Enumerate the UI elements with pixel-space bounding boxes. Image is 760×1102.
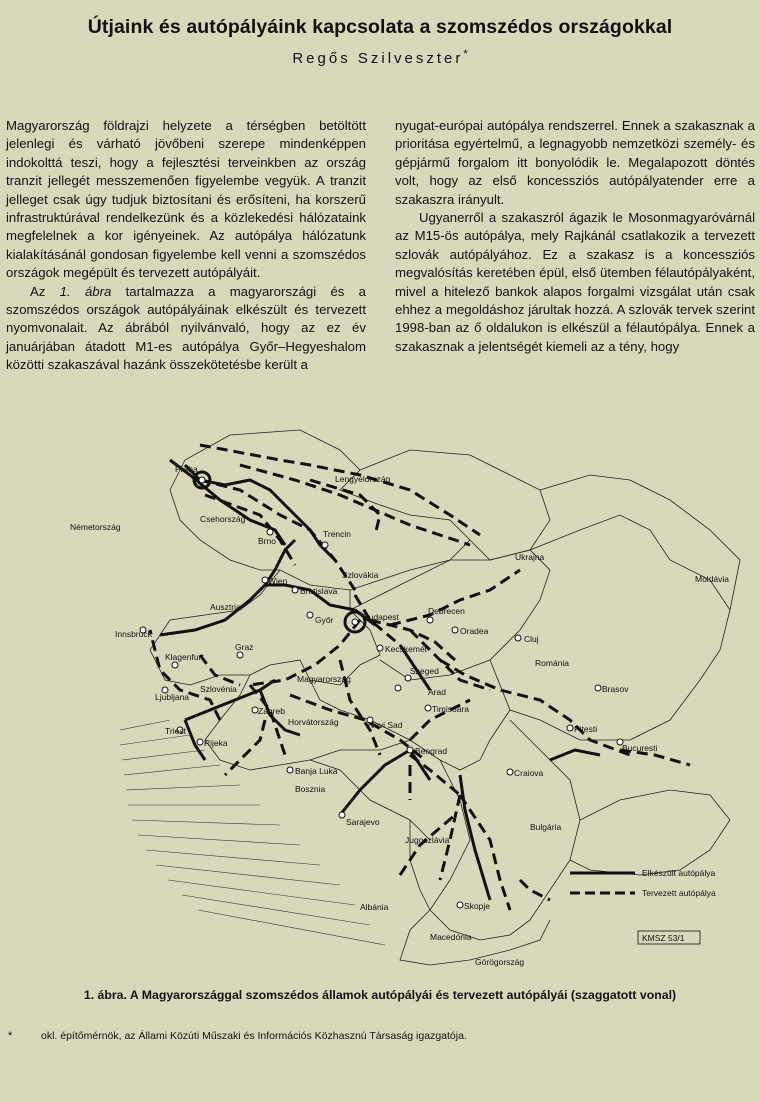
highway-map <box>70 420 760 975</box>
footnote-marker: * <box>463 48 468 60</box>
label-gyor: Győr <box>315 615 334 625</box>
label-csehorszag: Csehország <box>200 514 246 524</box>
label-ljubljana: Ljubljana <box>155 692 190 702</box>
label-cluj: Cluj <box>524 634 539 644</box>
label-banja-luka: Banja Luka <box>295 766 338 776</box>
legend-built-label: Elkészült autópálya <box>642 868 716 878</box>
label-magyarorszag: Magyarország <box>297 674 351 684</box>
city-labels <box>115 464 658 911</box>
footnote-mark: * <box>8 1030 13 1042</box>
label-bucuresti: Bucuresti <box>622 743 658 753</box>
text-column-left <box>6 117 366 375</box>
legend-planned-label: Tervezett autópálya <box>642 888 716 898</box>
label-gorogorszag: Görögország <box>475 957 525 967</box>
label-ausztria: Ausztria <box>210 602 241 612</box>
label-praha: Praha <box>175 464 198 474</box>
author-name <box>0 48 760 67</box>
label-lengyelorszag: Lengyelország <box>335 474 391 484</box>
map-legend <box>570 868 716 944</box>
label-timisoara: Timisoara <box>432 704 469 714</box>
label-oradea: Oradea <box>460 626 489 636</box>
label-trencin: Trencin <box>323 529 352 539</box>
label-triest: Triest <box>165 726 186 736</box>
label-ukrajna: Ukrajna <box>515 552 545 562</box>
label-macedonia: Macedónia <box>430 932 472 942</box>
label-bratislava: Bratislava <box>300 586 338 596</box>
footnote <box>8 1030 467 1042</box>
label-jugoszlavia: Jugoszlávia <box>405 835 450 845</box>
author-text: Regős Szilveszter <box>292 50 464 67</box>
label-bulgaria: Bulgária <box>530 822 562 832</box>
label-nemetorszag: Németország <box>70 522 121 532</box>
label-novi-sad: Novi Sad <box>368 720 403 730</box>
map-code: KMSZ 53/1 <box>642 933 685 943</box>
label-kecskemet: Kecskemét <box>385 644 428 654</box>
label-wien: Wien <box>268 576 288 586</box>
label-pitesti: Pitesti <box>574 724 598 734</box>
label-craiova: Craiova <box>514 768 544 778</box>
footnote-text: okl. építőmérnök, az Állami Közúti Műszaki és Információs Közhasznú Társaság igazgatója. <box>41 1030 467 1042</box>
label-arad: Arad <box>428 687 446 697</box>
label-budapest: Budapest <box>363 612 399 622</box>
figure-caption: 1. ábra. A Magyarországgal szomszédos államok autópályái és tervezett autópályái (szaggatott vonal) <box>83 988 677 1002</box>
label-szeged: Szeged <box>410 666 439 676</box>
figure-reference: 1. ábra <box>59 283 112 299</box>
label-szlovenia: Szlovénia <box>200 684 237 694</box>
p2-prefix: Az <box>30 283 60 299</box>
label-skopje: Skopje <box>464 901 490 911</box>
label-graz: Graz <box>235 642 254 652</box>
label-zagreb: Zagreb <box>258 706 285 716</box>
label-romania: Románia <box>535 658 570 668</box>
label-albania: Albánia <box>360 902 389 912</box>
p2-rest: tartalmazza a magyarországi és a szomszédos országok autópályáinak elkészült és tervezett nyomvonalait. Az ábrából nyilvánvaló, hogy az ez év januárjában átadott M1-es autópálya Győr–Hegyeshalom közötti szakaszával hazánk összekötetésbe került a <box>6 283 366 373</box>
text-column-right <box>395 117 755 356</box>
label-debrecen: Debrecen <box>428 606 465 616</box>
paragraph-m15: Ugyanerről a szakaszról ágazik le Mosonmagyaróvárnál az M15-ös autópálya, mely Rajkánál csatlakozik a tervezett szlovák autópályához. Ez a szakasz is a koncessziós megvalósítás keretében épül, első ütemben félautópályaként, mivel a hitelező bankok alapos forgalmi vizsgálat után csak ehhez a megoldáshoz járultak hozzá. A szlovák tervek szerint 1998-ban az ő oldalukon is elkészül a félautópálya. Ennek a szakasznak a jelentségét kiemeli az a tény, hogy <box>395 210 755 354</box>
label-rijeka: Rijeka <box>204 738 228 748</box>
paragraph-figure-ref <box>6 283 366 375</box>
label-brno: Brno <box>258 536 276 546</box>
sea-hatching <box>120 720 385 945</box>
map-svg <box>70 420 760 975</box>
paragraph-intro: Magyarország földrajzi helyzete a térségben betöltött jelenlegi és várható jövőbeni szerepe mindenképpen indokolttá teszi, hogy a fejlesztési terveinkben az ország tranzit jellegét messzemenően figyelembe vegyük. A tranzit jelleget csak úgy tudjuk biztosítani és erősíteni, ha korszerű infrastruktúrával rendelkezünk és a közlekedési hálózataink megfelelnek a kor igényeinek. Az autópálya hálózatunk kialakításánál gondosan figyelembe kell venni a szomszédos országok megépült és tervezett autópályáit. <box>6 118 366 281</box>
label-horvatorszag: Horvátország <box>288 717 339 727</box>
label-klagenfurt: Klagenfurt <box>165 652 204 662</box>
label-innsbruck: Innsbruck <box>115 629 152 639</box>
label-sarajevo: Sarajevo <box>346 817 380 827</box>
label-brasov: Brasov <box>602 684 629 694</box>
label-moldavia: Moldávia <box>695 574 730 584</box>
label-szlovakia: Szlovákia <box>342 570 379 580</box>
page-title: Útjaink és autópályáink kapcsolata a szomszédos országokkal <box>87 16 673 38</box>
label-bosznia: Bosznia <box>295 784 326 794</box>
label-beograd: Beograd <box>415 746 448 756</box>
paragraph-continuation: nyugat-európai autópálya rendszerrel. Ennek a szakasznak a prioritása egyértelmű, a legnagyobb nemzetközi személy- és gépjármű forgalom itt bonyolódik le. Megalapozott döntés volt, hogy az első koncessziós autópályatender erre a szakaszra irányult. <box>395 118 755 207</box>
